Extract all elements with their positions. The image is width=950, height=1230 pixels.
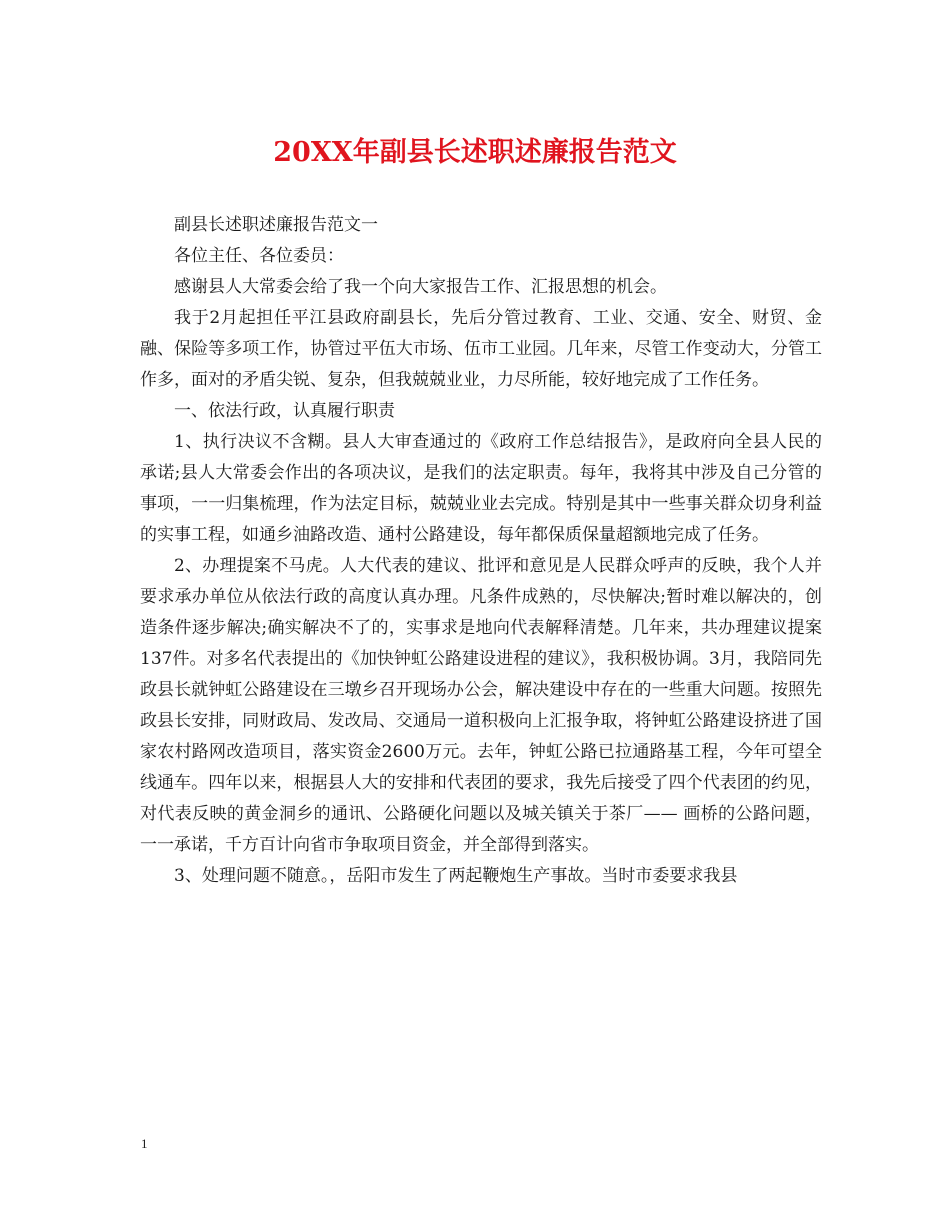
paragraph-intro: 我于2月起担任平江县政府副县长，先后分管过教育、工业、交通、安全、财贸、金融、保险等多项工作，协管过平伍大市场、伍市工业园。几年来，尽管工作变动大，分管工作多，面对的矛盾尖锐、复杂，但我兢兢业业，力尽所能，较好地完成了工作任务。 <box>140 308 822 390</box>
paragraph-thanks: 感谢县人大常委会给了我一个向大家报告工作、汇报思想的机会。 <box>174 277 667 297</box>
paragraph-item-1: 1、执行决议不含糊。县人大审查通过的《政府工作总结报告》，是政府向全县人民的承诺;县人大常委会作出的各项决议，是我们的法定职责。每年，我将其中涉及自己分管的事项，一一归集梳理，作为法定目标，兢兢业业去完成。特别是其中一些事关群众切身利益的实事工程，如通乡油路改造、通村公路建设，每年都保质保量超额地完成了任务。 <box>140 432 822 545</box>
section-heading-1: 一、依法行政，认真履行职责 <box>174 401 395 421</box>
document-title: 20XX年副县长述职述廉报告范文 <box>273 137 677 168</box>
page-number: 1 <box>141 1136 148 1151</box>
paragraph-item-2: 2、办理提案不马虎。人大代表的建议、批评和意见是人民群众呼声的反映，我个人并要求承办单位从依法行政的高度认真办理。凡条件成熟的，尽快解决;暂时难以解决的，创造条件逐步解决;确实解决不了的，实事求是地向代表解释清楚。几年来，共办理建议提案137件。对多名代表提出的《加快钟虹公路建设进程的建议》，我积极协调。3月，我陪同先政县长就钟虹公路建设在三墩乡召开现场办公会，解决建设中存在的一些重大问题。按照先政县长安排，同财政局、发改局、交通局一道积极向上汇报争取，将钟虹公路建设挤进了国家农村路网改造项目，落实资金2600万元。去年，钟虹公路已拉通路基工程，今年可望全线通车。四年以来，根据县人大的安排和代表团的要求，我先后接受了四个代表团的约见，对代表反映的黄金洞乡的通讯、公路硬化问题以及城关镇关于茶厂—— 画桥的公路问题，一一承诺，千方百计向省市争取项目资金，并全部得到落实。 <box>140 556 822 855</box>
paragraph-item-3: 3、处理问题不随意。，岳阳市发生了两起鞭炮生产事故。当时市委要求我县 <box>174 866 738 886</box>
paragraph-subtitle: 副县长述职述廉报告范文一 <box>174 215 378 235</box>
paragraph-salutation: 各位主任、各位委员： <box>174 246 344 266</box>
document-body <box>140 210 822 892</box>
